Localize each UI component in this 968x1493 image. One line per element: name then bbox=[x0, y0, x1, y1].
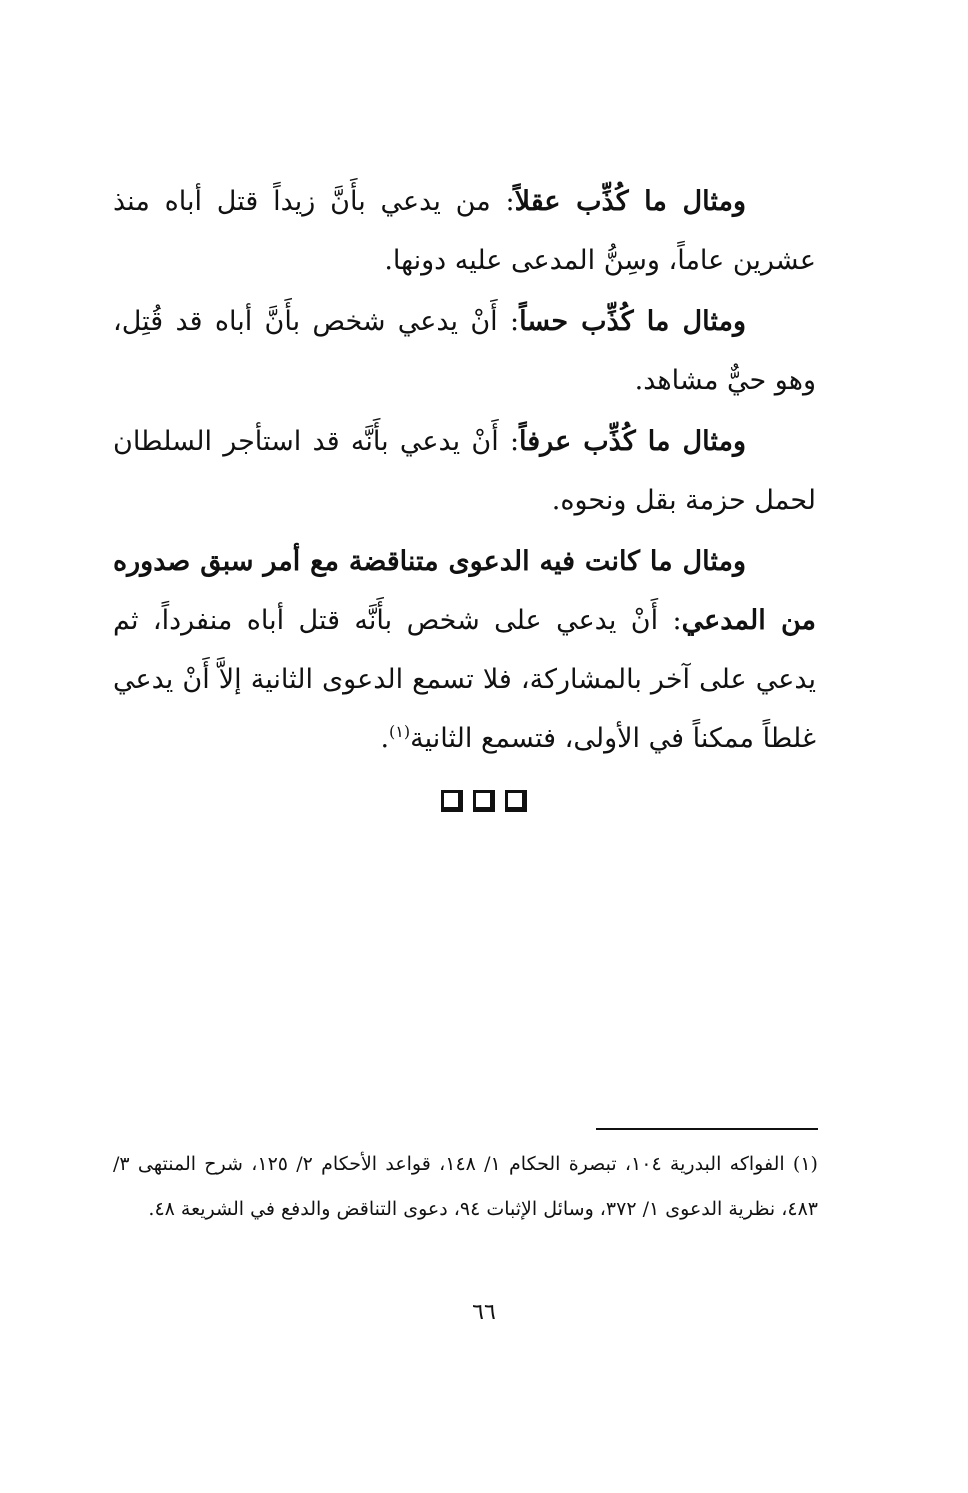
footnote-1: (١) الفواكه البدرية ١٠٤، تبصرة الحكام ١/ ١٤٨، قواعد الأحكام ٢/ ١٢٥، شرح المنتهى ٣/ ٤٨٣، نظرية الدعوى ١/ ٣٧٢، وسائل الإثبات ٩٤، دعوى التناقض والدفع في الشريعة ٤٨. bbox=[113, 1153, 818, 1220]
paragraph-lead: ومثال ما كُذِّب عقلاً bbox=[514, 186, 746, 217]
main-text bbox=[113, 172, 816, 770]
square-ornament-icon bbox=[505, 790, 527, 812]
paragraph-text: : أَنْ يدعي شخص بأَنَّ أباه قد قُتِل، وهو حيٌّ مشاهد. bbox=[113, 306, 816, 396]
footnotes bbox=[113, 1142, 818, 1232]
paragraph-text: : أَنْ يدعي بأَنَّه قد استأجر السلطان لحمل حزمة بقل ونحوه. bbox=[113, 426, 816, 516]
square-ornament-icon bbox=[441, 790, 463, 812]
paragraph-contradictory-claim bbox=[113, 532, 816, 768]
paragraph-text: : من يدعي بأَنَّ زيداً قتل أباه منذ عشرين عاماً، وسِنُّ المدعى عليه دونها. bbox=[113, 186, 816, 276]
footnote-reference[interactable]: (١) bbox=[389, 722, 411, 741]
paragraph-end: . bbox=[380, 723, 390, 754]
paragraph-lead: ومثال ما كانت فيه الدعوى متناقضة مع أمر سبق صدوره من المدعي bbox=[113, 546, 816, 636]
paragraph-lead: ومثال ما كُذِّب حساً bbox=[519, 306, 746, 337]
paragraph-text: : أَنْ يدعي على شخص بأَنَّه قتل أباه منفرداً، ثم يدعي على آخر بالمشاركة، فلا تسمع الدعوى الثانية إلاَّ أَنْ يدعي غلطاً ممكناً في الأولى، فتسمع الثانية bbox=[113, 605, 816, 754]
page-number: ٦٦ bbox=[472, 1300, 496, 1325]
paragraph-customary-falsity bbox=[113, 412, 816, 530]
paragraph-lead: ومثال ما كُذِّب عرفاً bbox=[519, 426, 746, 457]
section-divider-ornament bbox=[0, 790, 968, 816]
footnote-separator bbox=[596, 1128, 818, 1130]
paragraph-sensory-falsity bbox=[113, 292, 816, 410]
paragraph-rational-falsity bbox=[113, 172, 816, 290]
square-ornament-icon bbox=[473, 790, 495, 812]
